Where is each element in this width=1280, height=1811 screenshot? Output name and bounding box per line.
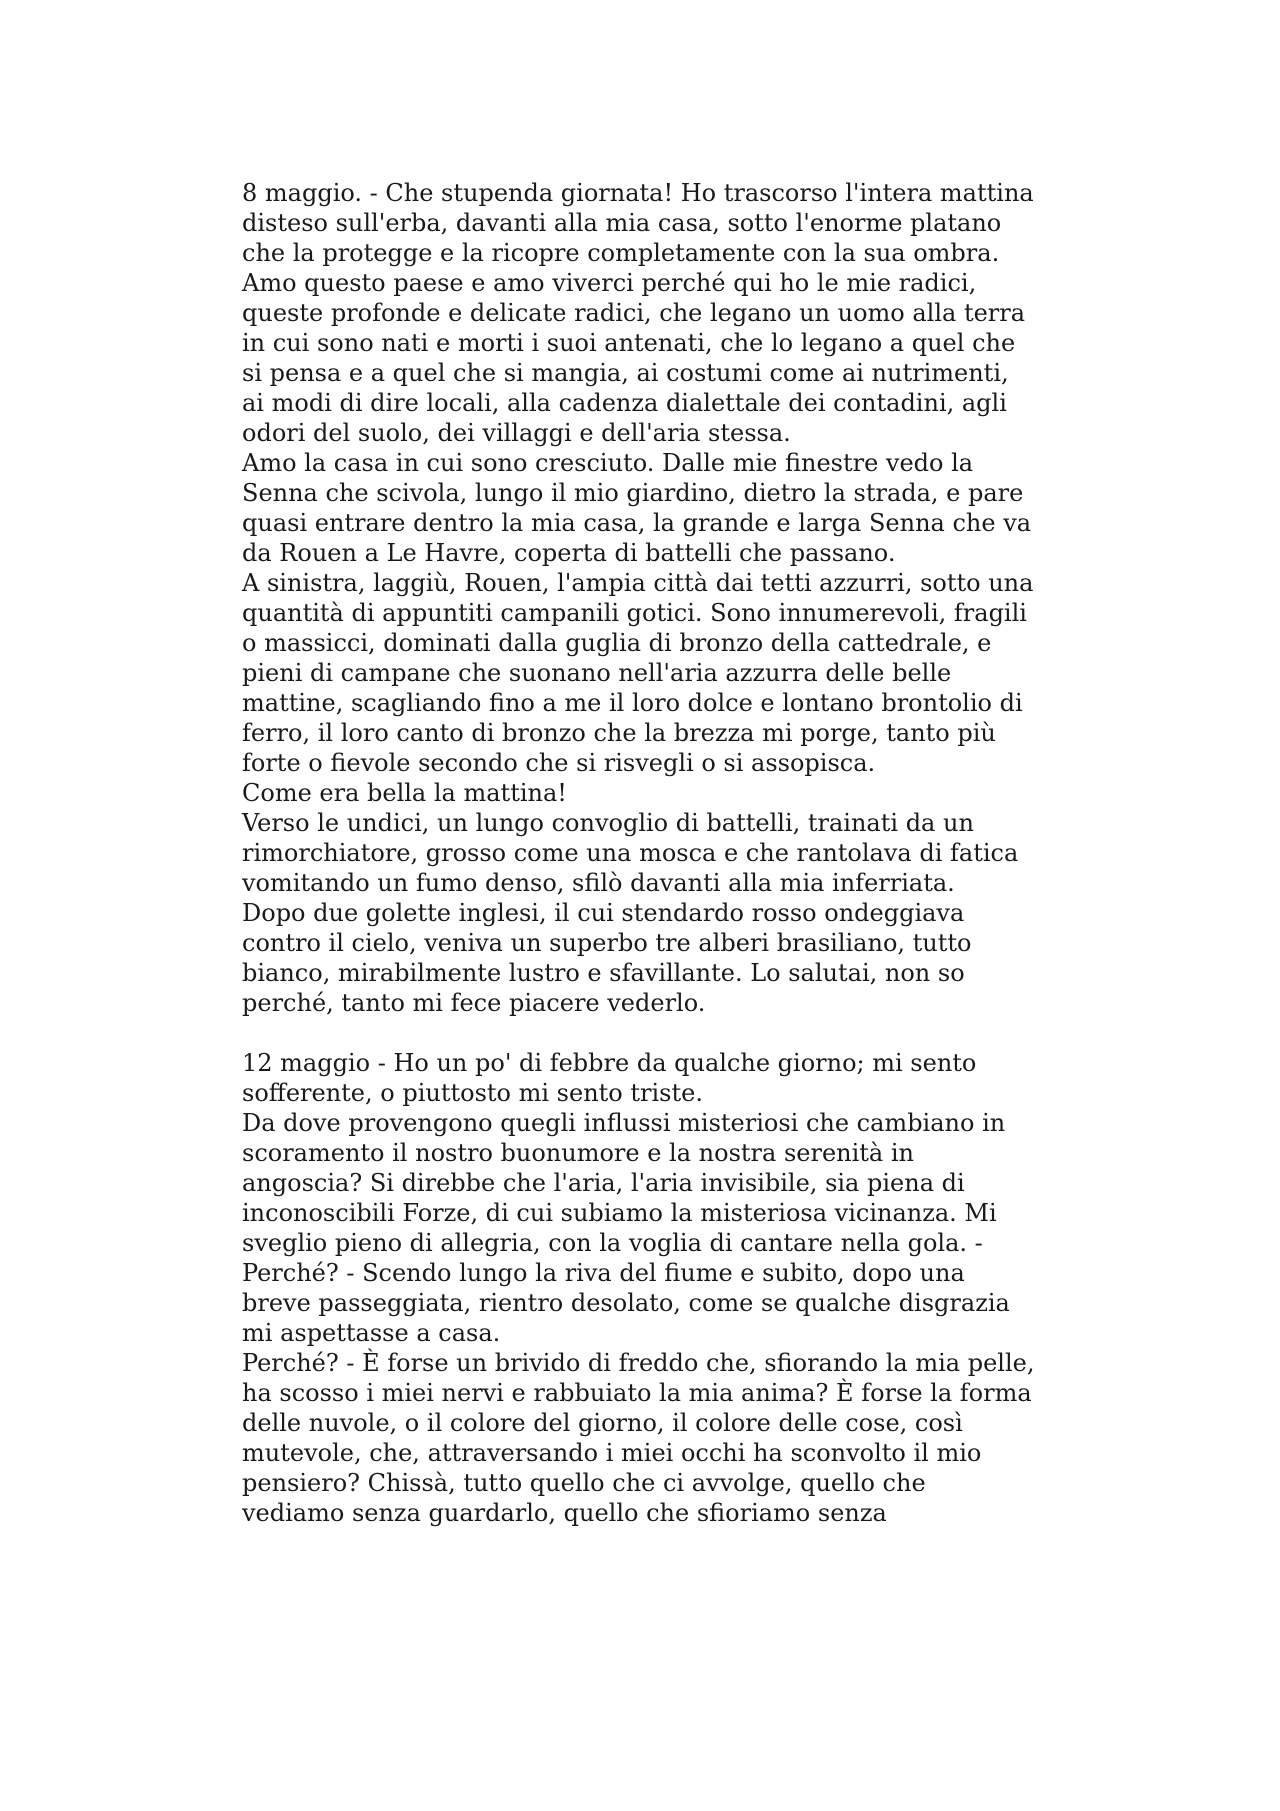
text-line: contro il cielo, veniva un superbo tre alberi brasiliano, tutto: [242, 929, 972, 957]
text-line: scoramento il nostro buonumore e la nostra serenità in: [242, 1139, 914, 1167]
text-line: si pensa e a quel che si mangia, ai costumi come ai nutrimenti,: [242, 359, 1009, 387]
text-line: perché, tanto mi fece piacere vederlo.: [242, 989, 706, 1017]
text-line: quantità di appuntiti campanili gotici. Sono innumerevoli, fragili: [242, 599, 1027, 627]
text-line: ai modi di dire locali, alla cadenza dialettale dei contadini, agli: [242, 389, 1007, 417]
text-line: in cui sono nati e morti i suoi antenati, che lo legano a quel che: [242, 329, 1016, 357]
entry-8-maggio: [242, 178, 1122, 1018]
text-line: Da dove provengono quegli influssi misteriosi che cambiano in: [242, 1109, 1006, 1137]
text-line: 12 maggio - Ho un po' di febbre da qualche giorno; mi sento: [242, 1049, 977, 1077]
text-line: breve passeggiata, rientro desolato, come se qualche disgrazia: [242, 1289, 1010, 1317]
paragraph-gap: [242, 1018, 1122, 1048]
text-line: sveglio pieno di allegria, con la voglia di cantare nella gola. -: [242, 1229, 983, 1257]
text-line: Perché? - Scendo lungo la riva del fiume e subito, dopo una: [242, 1259, 965, 1287]
text-line: Dopo due golette inglesi, il cui stendardo rosso ondeggiava: [242, 899, 965, 927]
text-line: inconoscibili Forze, di cui subiamo la misteriosa vicinanza. Mi: [242, 1199, 997, 1227]
text-line: queste profonde e delicate radici, che legano un uomo alla terra: [242, 299, 1026, 327]
document-text: [242, 178, 1122, 1528]
text-line: sofferente, o piuttosto mi sento triste.: [242, 1079, 703, 1107]
text-line: ferro, il loro canto di bronzo che la brezza mi porge, tanto più: [242, 719, 996, 747]
text-line: ha scosso i miei nervi e rabbuiato la mia anima? È forse la forma: [242, 1379, 1032, 1407]
text-line: Amo questo paese e amo viverci perché qui ho le mie radici,: [242, 269, 977, 297]
text-line: disteso sull'erba, davanti alla mia casa, sotto l'enorme platano: [242, 209, 1002, 237]
text-line: Verso le undici, un lungo convoglio di battelli, trainati da un: [242, 809, 974, 837]
text-line: pieni di campane che suonano nell'aria azzurra delle belle: [242, 659, 952, 687]
text-line: mattine, scagliando fino a me il loro dolce e lontano brontolio di: [242, 689, 1023, 717]
text-line: mutevole, che, attraversando i miei occhi ha sconvolto il mio: [242, 1439, 982, 1467]
text-line: Perché? - È forse un brivido di freddo che, sfiorando la mia pelle,: [242, 1349, 1035, 1377]
text-line: delle nuvole, o il colore del giorno, il colore delle cose, così: [242, 1409, 963, 1437]
text-line: vomitando un fumo denso, sfilò davanti alla mia inferriata.: [242, 869, 955, 897]
text-line: vediamo senza guardarlo, quello che sfioriamo senza: [242, 1499, 887, 1527]
text-line: o massicci, dominati dalla guglia di bronzo della cattedrale, e: [242, 629, 992, 657]
text-line: A sinistra, laggiù, Rouen, l'ampia città dai tetti azzurri, sotto una: [242, 569, 1034, 597]
text-line: quasi entrare dentro la mia casa, la grande e larga Senna che va: [242, 509, 1032, 537]
text-line: che la protegge e la ricopre completamente con la sua ombra.: [242, 239, 1000, 267]
text-line: angoscia? Si direbbe che l'aria, l'aria invisibile, sia piena di: [242, 1169, 965, 1197]
text-line: mi aspettasse a casa.: [242, 1319, 501, 1347]
text-line: odori del suolo, dei villaggi e dell'aria stessa.: [242, 419, 791, 447]
text-line: 8 maggio. - Che stupenda giornata! Ho trascorso l'intera mattina: [242, 179, 1034, 207]
text-line: rimorchiatore, grosso come una mosca e che rantolava di fatica: [242, 839, 1019, 867]
text-line: forte o fievole secondo che si risvegli o si assopisca.: [242, 749, 876, 777]
entry-12-maggio: [242, 1048, 1122, 1528]
text-line: da Rouen a Le Havre, coperta di battelli che passano.: [242, 539, 896, 567]
text-line: Amo la casa in cui sono cresciuto. Dalle mie finestre vedo la: [242, 449, 974, 477]
text-line: bianco, mirabilmente lustro e sfavillante. Lo salutai, non so: [242, 959, 965, 987]
text-line: Come era bella la mattina!: [242, 779, 567, 807]
text-line: Senna che scivola, lungo il mio giardino, dietro la strada, e pare: [242, 479, 1024, 507]
text-line: pensiero? Chissà, tutto quello che ci avvolge, quello che: [242, 1469, 926, 1497]
